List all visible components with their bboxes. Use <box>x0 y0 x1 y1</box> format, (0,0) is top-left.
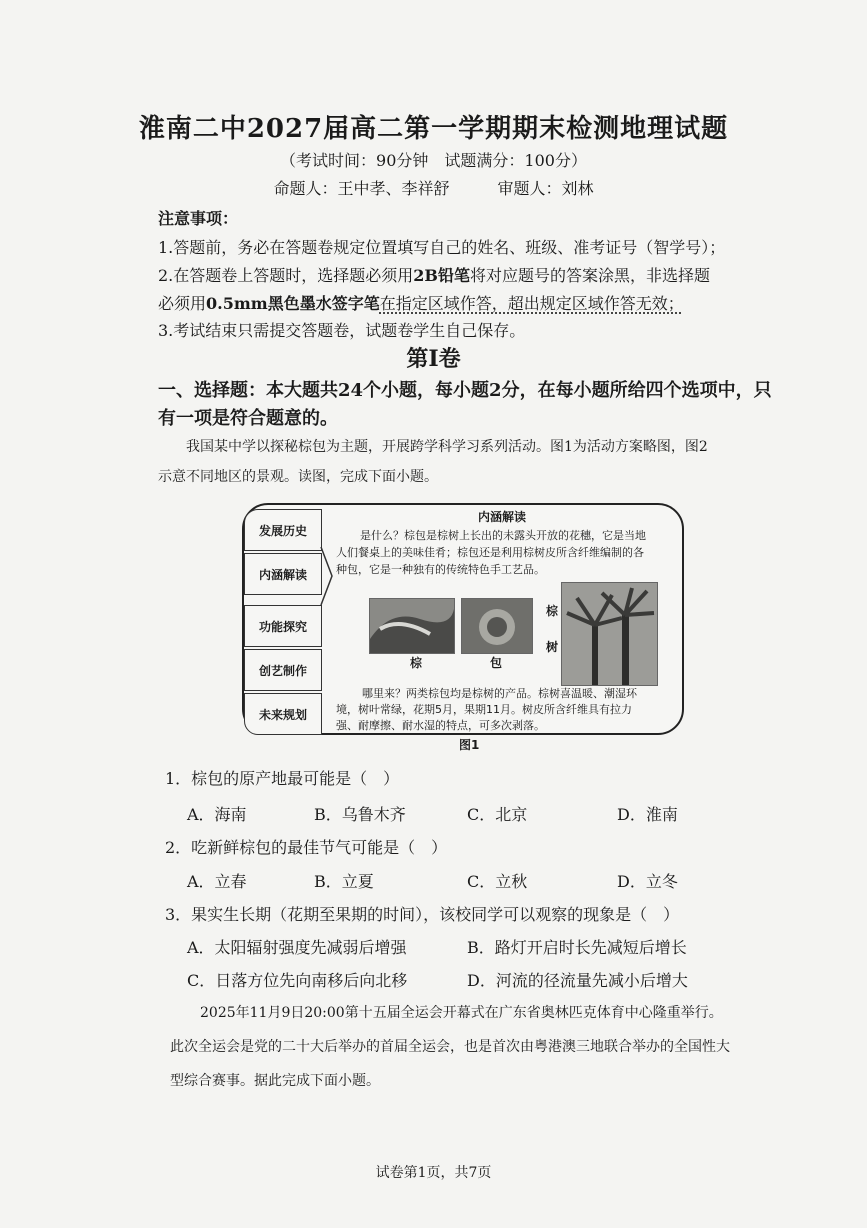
figure-tab-function: 功能探究 <box>244 605 322 647</box>
intro2-line-1: 2025年11月9日20:00第十五届全运会开幕式在广东省奥林匹克体育中心隆重举行。 <box>200 1005 723 1021</box>
page-footer: 试卷第1页，共7页 <box>375 1165 492 1181</box>
notes-heading: 注意事项： <box>158 209 239 228</box>
photo-label-1: 棕 <box>410 656 423 670</box>
section-title: 第Ⅰ卷 <box>406 346 461 372</box>
q2-option-d[interactable]: D．立冬 <box>617 872 678 891</box>
figure-tab-arrow <box>320 545 334 607</box>
intro2-line-3: 型综合赛事。据此完成下面小题。 <box>170 1073 380 1089</box>
notes-item-2-pencil: 2B铅笔 <box>413 266 470 285</box>
intro2-line-2: 此次全运会是党的二十大后举办的首届全运会，也是首次由粤港澳三地联合举办的全国性大 <box>170 1039 730 1055</box>
palm-bag-photo-1 <box>369 598 455 654</box>
q1-option-c[interactable]: C．北京 <box>467 805 528 824</box>
photo-label-2: 包 <box>490 656 503 670</box>
notes-item-2-part-a: 2.在答题卷上答题时，选择题必须用 <box>158 266 414 285</box>
notes-item-2-part-c: 将对应题号的答案涂黑，非选择题 <box>469 266 710 285</box>
part1-line-1: 一、选择题：本大题共24个小题，每小题2分，在每小题所给四个选项中，只 <box>158 380 772 401</box>
q2-option-b[interactable]: B．立夏 <box>314 872 374 891</box>
question-3-stem: 3．果实生长期（花期至果期的时间），该校同学可以观察的现象是（ ） <box>165 905 680 924</box>
figure-what-2: 人们餐桌上的美味佳肴；棕包还是利用棕树皮所含纤维编制的各 <box>336 546 644 559</box>
figure-tab-creation: 创艺制作 <box>244 649 322 691</box>
palm-bag-photo-2 <box>461 598 533 654</box>
notes-item-2a <box>158 263 710 286</box>
figure-caption: 图1 <box>459 738 480 752</box>
palm-tree-photo <box>561 582 658 686</box>
notes-item-2b <box>158 291 684 314</box>
q1-option-d[interactable]: D．淮南 <box>617 805 678 824</box>
part1-line-2: 有一项是符合题意的。 <box>158 408 338 429</box>
q3-option-a[interactable]: A．太阳辐射强度先减弱后增强 <box>187 938 407 957</box>
figure-where-2: 境，树叶常绿，花期5月，果期11月。树皮所含纤维具有拉力 <box>336 703 632 716</box>
figure-where-3: 强、耐摩擦、耐水湿的特点，可多次剥落。 <box>336 719 545 732</box>
exam-title: 淮南二中2027届高二第一学期期末检测地理试题 <box>138 114 729 144</box>
figure-tab-interpretation: 内涵解读 <box>244 553 322 595</box>
tree-label-1: 棕 <box>546 604 559 618</box>
exam-info: （考试时间：90分钟 试题满分：100分） <box>280 151 587 170</box>
question-1-stem: 1．棕包的原产地最可能是（ ） <box>165 769 400 788</box>
intro1-line-1: 我国某中学以探秘棕包为主题，开展跨学科学习系列活动。图1为活动方案略图，图2 <box>186 439 708 455</box>
q3-option-b[interactable]: B．路灯开启时长先减短后增长 <box>467 938 687 957</box>
figure-what-1: 是什么？棕包是棕树上长出的未露头开放的花穗，它是当地 <box>360 529 646 542</box>
figure-what-3: 种包，它是一种独有的传统特色手工艺品。 <box>336 563 545 576</box>
q2-option-c[interactable]: C．立秋 <box>467 872 528 891</box>
notes-item-2-part-d: 必须用 <box>158 294 207 313</box>
figure-tab-future: 未来规划 <box>244 693 322 735</box>
notes-item-2-pen: 0.5mm黑色墨水签字笔 <box>206 294 380 313</box>
q3-option-d[interactable]: D．河流的径流量先减小后增大 <box>467 971 688 990</box>
q2-option-a[interactable]: A．立春 <box>187 872 247 891</box>
figure-content-title: 内涵解读 <box>478 510 527 524</box>
figure-where-1: 哪里来？两类棕包均是棕树的产品。棕树喜温暖、潮湿环 <box>362 687 637 700</box>
question-2-stem: 2．吃新鲜棕包的最佳节气可能是（ ） <box>165 838 448 857</box>
q3-option-c[interactable]: C．日落方位先向南移后向北移 <box>187 971 408 990</box>
exam-authors: 命题人：王中孝、李祥舒 审题人：刘林 <box>273 179 594 198</box>
notes-item-1: 1.答题前，务必在答题卷规定位置填写自己的姓名、班级、准考证号（智学号）； <box>158 238 726 257</box>
q1-option-b[interactable]: B．乌鲁木齐 <box>314 805 406 824</box>
figure-tab-history: 发展历史 <box>244 509 322 551</box>
notes-item-3: 3.考试结束只需提交答题卷，试题卷学生自己保存。 <box>158 321 526 340</box>
notes-item-2-part-f: 在指定区域作答，超出规定区域作答无效； <box>379 294 684 313</box>
intro1-line-2: 示意不同地区的景观。读图，完成下面小题。 <box>158 469 438 485</box>
tree-label-2: 树 <box>546 640 559 654</box>
q1-option-a[interactable]: A．海南 <box>187 805 247 824</box>
